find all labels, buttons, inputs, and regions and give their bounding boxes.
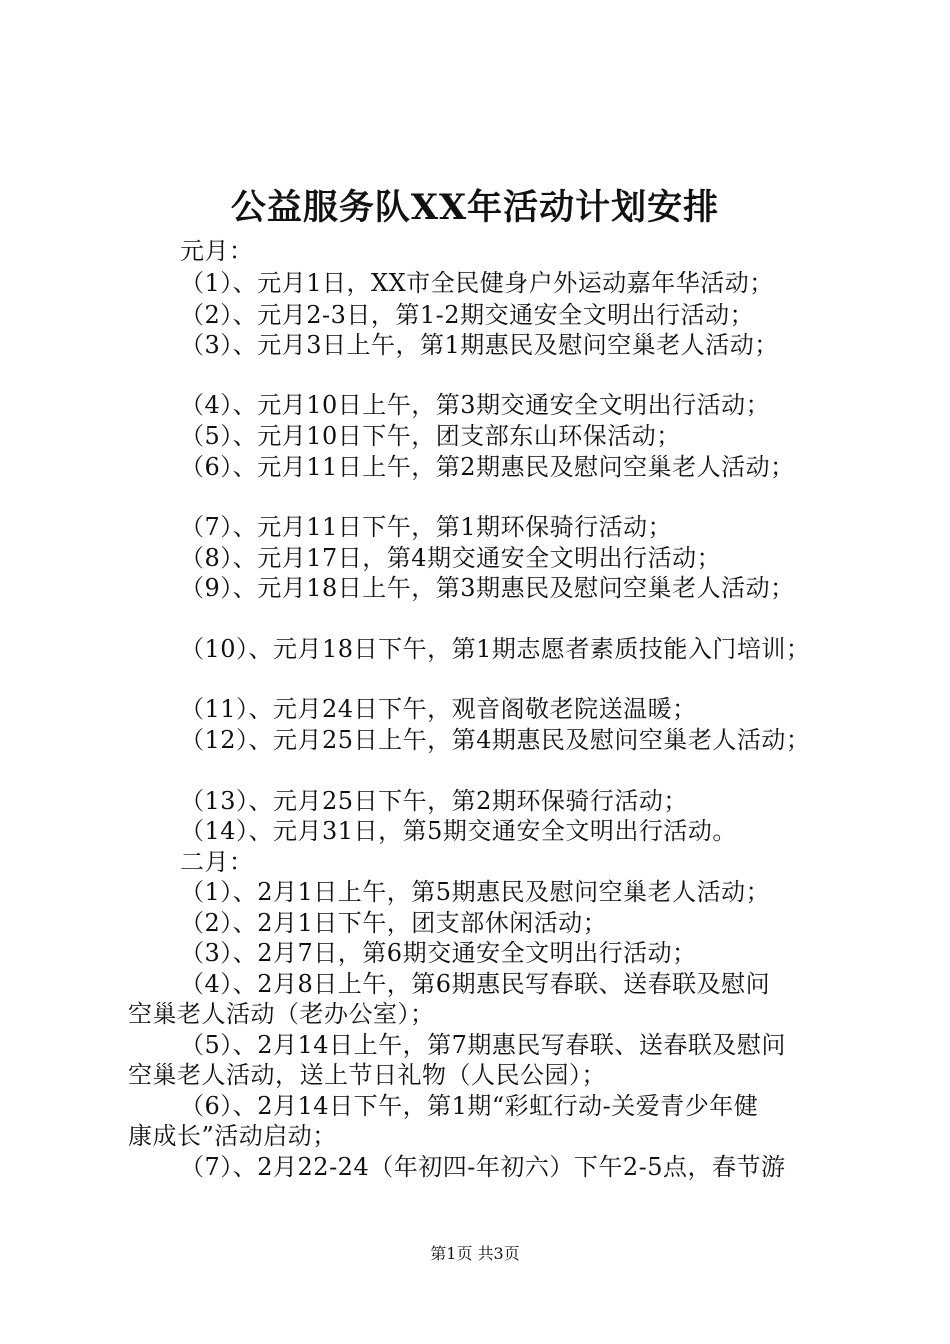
plan-line: （4）、元月10日上午，第3期交通安全文明出行活动； [180, 391, 771, 419]
plan-line: （4）、2月8日上午，第6期惠民写春联、送春联及慰问 [180, 970, 771, 998]
plan-line: （6）、2月14日下午，第1期“彩虹行动-关爱青少年健 [180, 1092, 759, 1120]
plan-line: （11）、元月24日下午，观音阁敬老院送温暖； [180, 695, 697, 723]
plan-line: （2）、2月1日下午，团支部休闲活动； [180, 909, 608, 937]
plan-line: （9）、元月18日上午，第3期惠民及慰问空巢老人活动； [180, 574, 795, 602]
plan-line: （1）、2月1日上午，第5期惠民及慰问空巢老人活动； [180, 878, 771, 906]
plan-line: （2）、元月2-3日，第1-2期交通安全文明出行活动； [180, 301, 755, 329]
section-heading-february: 二月： [180, 848, 254, 876]
plan-line: （7）、2月22-24（年初四-年初六）下午2-5点，春节游 [180, 1153, 786, 1181]
section-heading-january: 元月： [180, 237, 254, 265]
plan-line: （6）、元月11日上午，第2期惠民及慰问空巢老人活动； [180, 453, 795, 481]
plan-line-continuation: 康成长”活动启动； [128, 1122, 337, 1150]
document-title: 公益服务队XX年活动计划安排 [230, 187, 720, 228]
plan-line-continuation: 空巢老人活动（老办公室）； [128, 1000, 435, 1028]
plan-line-continuation: 空巢老人活动，送上节日礼物（人民公园）； [128, 1061, 606, 1089]
page-footer: 第1页 共3页 [430, 1244, 520, 1263]
plan-line: （7）、元月11日下午，第1期环保骑行活动； [180, 513, 673, 541]
plan-line: （3）、2月7日，第6期交通安全文明出行活动； [180, 939, 697, 967]
plan-line: （5）、元月10日下午，团支部东山环保活动； [180, 422, 681, 450]
plan-line: （14）、元月31日，第5期交通安全文明出行活动。 [180, 817, 737, 845]
plan-line: （1）、元月1日，XX市全民健身户外运动嘉年华活动； [180, 269, 774, 297]
plan-line: （5）、2月14日上午，第7期惠民写春联、送春联及慰问 [180, 1031, 786, 1059]
plan-line: （3）、元月3日上午，第1期惠民及慰问空巢老人活动； [180, 331, 779, 359]
plan-line: （13）、元月25日下午，第2期环保骑行活动； [180, 787, 688, 815]
plan-line: （12）、元月25日上午，第4期惠民及慰问空巢老人活动； [180, 726, 811, 754]
plan-line: （10）、元月18日下午，第1期志愿者素质技能入门培训； [180, 635, 811, 663]
plan-line: （8）、元月17日，第4期交通安全文明出行活动； [180, 544, 722, 572]
